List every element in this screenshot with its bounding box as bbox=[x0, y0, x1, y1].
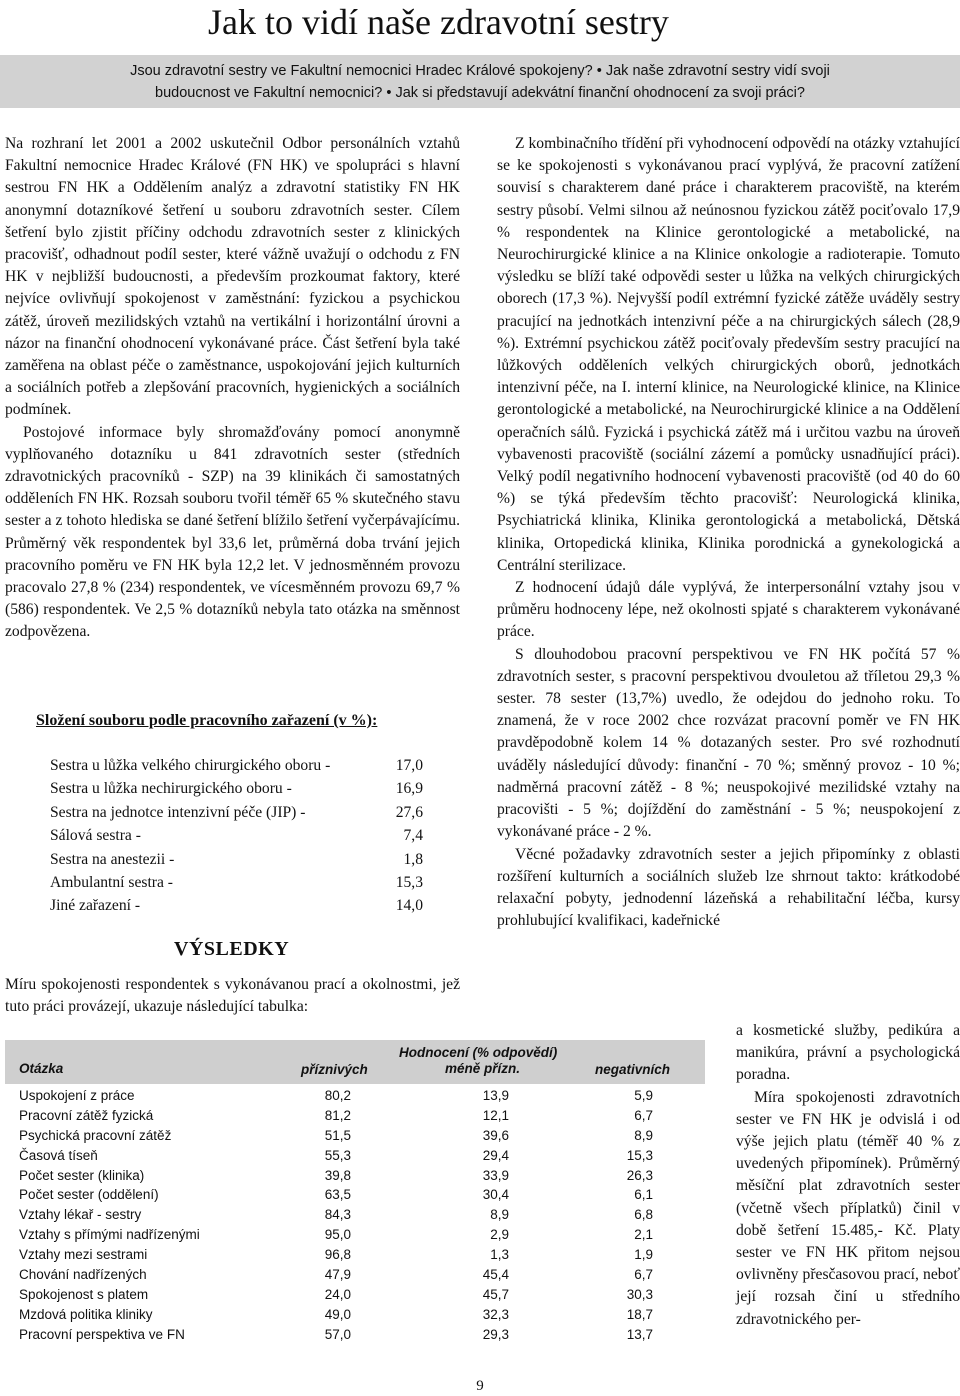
table-header bbox=[5, 1040, 705, 1084]
cell-less: 45,4 bbox=[482, 1267, 509, 1283]
salary-paragraph: Míra spokojenosti zdravotních sester ve FN HK je odvislá i od výše jejich platu (téměř 40 % z uvedených připomínek). Průměrný měsíční plat zdravotních sester (včetně všech příplatků) činil v době šetření 15.485,- Kč. Platy sester ve FN HK přitom nejsou ovlivněny přesčasovou prací, neboť její rozsah činí u středního zdravotnického per- bbox=[736, 1088, 960, 1328]
left-column bbox=[5, 133, 460, 644]
cell-less: 30,4 bbox=[482, 1187, 509, 1203]
table-row bbox=[5, 1265, 705, 1285]
table-row bbox=[5, 1245, 705, 1265]
table-body bbox=[5, 1086, 705, 1345]
requests-continued: a kosmetické služby, pedikúra a manikúra, právní a psychologická poradna. bbox=[736, 1022, 960, 1084]
cell-question: Pracovní zátěž fyzická bbox=[19, 1107, 154, 1123]
page-title bbox=[0, 0, 960, 42]
analysis-paragraph: Z kombinačního třídění při vyhodnocení odpovědí na otázky vztahující se ke spokojenosti s vykonávanou prací vyplývá, že pracovní zatížení souvisí s charakterem dané práce i charakterem pracoviště, na kterém sestry působí. Velmi silnou až neúnosnou fyzickou zátěž pociťovalo 17,9 % respondentek na Klinice gerontologické a metabolické, na Neurochirurgické klinice a na Klinice onkologie a radioterapie. Tomuto výsledku se blíží také odpovědi sester u lůžka na velkých chirurgických oborech (17,3 %). Nejvyšší podíl extrémní fyzické zátěže uváděly sestry pracující na jednotkách intenzivní péče a na chirurgických sálech (28,9 %). Extrémní psychickou zátěž pociťovaly především sestry pracující na lůžkových odděleních velkých chirurgických oborů, jednotkách intenzivní péče, na I. interní klinice, na Neurologické klinice, na Klinice gerontologické a metabolické, na Neurochirurgické klinice a na Oddělení operačních sálů. Fyzická i psychická zátěž má i určitou vazbu na úroveň vybavenosti pracoviště (sociální zázemí a pomůcky usnadňující práci). Velký podíl negativního hodnocení vybavenosti pracoviště (od 40 do 60 %) se týká především těchto pracovišť: Neurologická klinika, Psychiatrická klinika, Klinika gerontologická a metabolická, Dětská klinika, Ortopedická klinika, Klinika porodnická a gynekologická a Centrální sterilizace. bbox=[497, 135, 960, 574]
list-item bbox=[50, 801, 430, 824]
cell-positive: 47,9 bbox=[324, 1267, 351, 1283]
table-row bbox=[5, 1126, 705, 1146]
table-row bbox=[5, 1106, 705, 1126]
cell-negative: 30,3 bbox=[626, 1286, 653, 1302]
cell-less: 33,9 bbox=[482, 1167, 509, 1183]
cell-less: 1,3 bbox=[490, 1247, 509, 1263]
cell-negative: 1,9 bbox=[634, 1247, 653, 1263]
composition-value: 14,0 bbox=[395, 897, 423, 915]
cell-question: Psychická pracovní zátěž bbox=[19, 1127, 172, 1143]
composition-value: 17,0 bbox=[395, 757, 423, 774]
list-item bbox=[50, 824, 430, 847]
cell-positive: 81,2 bbox=[324, 1107, 351, 1123]
cell-less: 45,7 bbox=[482, 1286, 509, 1302]
table-row bbox=[5, 1185, 705, 1205]
cell-negative: 2,1 bbox=[634, 1227, 653, 1243]
cell-less: 13,9 bbox=[482, 1088, 509, 1103]
cell-positive: 24,0 bbox=[324, 1286, 351, 1302]
cell-positive: 51,5 bbox=[324, 1127, 351, 1143]
cell-question: Mzdová politika kliniky bbox=[19, 1306, 153, 1322]
cell-negative: 5,9 bbox=[634, 1088, 653, 1103]
cell-question: Vztahy s přímými nadřízenými bbox=[19, 1227, 200, 1243]
cell-positive: 39,8 bbox=[324, 1167, 351, 1183]
cell-positive: 57,0 bbox=[324, 1326, 351, 1342]
cell-positive: 80,2 bbox=[324, 1088, 351, 1103]
cell-positive: 55,3 bbox=[324, 1147, 351, 1163]
cell-negative: 6,8 bbox=[634, 1207, 653, 1223]
cell-less: 2,9 bbox=[490, 1227, 509, 1243]
header-less: méně přízn. bbox=[445, 1061, 521, 1076]
method-paragraph: Postojové informace byly shromažďovány pomocí anonymně vyplňovaného dotazníku u 841 zdravotních sester (středních zdravotnických pracovníků - SZP) na 39 klinikách či samostatných odděleních FN HK. Rozsah souboru tvořil téměř 65 % skutečného stavu sester a z tohoto hlediska se dané šetření blížilo šetření vyčerpávajícímu. Průměrný věk respondentek byl 33,6 let, průměrná doba trvání jejich pracovního poměru ve FN HK byla 12,2 let. V jednosměnném provozu pracovalo 27,8 % (234) respondentek, ve vícesměnném provozu 69,7 % (586) respondentek. Ve 2,5 % dotazníků nebyla tato otázka na směnnost zodpovězena. bbox=[5, 423, 460, 641]
table-row bbox=[5, 1146, 705, 1166]
header-group: Hodnocení (% odpovědí) bbox=[399, 1045, 558, 1060]
perspective-paragraph: S dlouhodobou pracovní perspektivou ve FN HK počítá 57 % zdravotních sester, s pracovní perspektivou dvouletou až tříletou 29,3 % sester. 78 sester (13,7%) uvedlo, že odejdou do jednoho roku. To znamená, že v roce 2002 chce rozvázat pracovní poměr ve FN HK pravděpodobně kolem 14 % dotazaných sester. Pro své rozhodnutí uváděly následující důvody: finanční - 70 %; směnný provoz - 10 %; nadměrná pracovní zátěž - 8 %; neuspokojivé mezilidské vztahy na pracovišti - 5 %; dojíždění do zaměstnání - 5 %; neuspokojení z vykonávané práce - 2 %. bbox=[497, 645, 960, 841]
right-narrow-column bbox=[736, 1020, 960, 1331]
cell-negative: 13,7 bbox=[626, 1326, 653, 1342]
list-item bbox=[50, 894, 430, 917]
right-column bbox=[497, 133, 960, 932]
table-row bbox=[5, 1325, 705, 1345]
list-item bbox=[50, 777, 430, 800]
cell-negative: 18,7 bbox=[626, 1306, 653, 1322]
relations-paragraph: Z hodnocení údajů dále vyplývá, že interpersonální vztahy jsou v průměru hodnoceny lépe, než okolnosti spjaté s charakterem vykonávané práce. bbox=[497, 579, 960, 641]
composition-label: Ambulantní sestra - bbox=[50, 873, 173, 891]
cell-positive: 84,3 bbox=[324, 1207, 351, 1223]
composition-label: Sestra u lůžka nechirurgického oboru - bbox=[50, 780, 292, 798]
cell-question: Spokojenost s platem bbox=[19, 1286, 149, 1302]
cell-negative: 6,7 bbox=[634, 1267, 653, 1283]
requests-paragraph: Věcné požadavky zdravotních sester a jejich připomínky z oblasti rozšíření kulturních a sociálních služeb lze shrnout takto: krátkodobé relaxační pobyty, jednodenní lázeňská a rehabilitační léčba, kursy prohlubující kvalifikaci, kadeřnické bbox=[497, 845, 960, 930]
banner-line-2: budoucnost ve Fakultní nemocnici? • Jak si představují adekvátní finanční ohodnocení za svoji práci? bbox=[155, 85, 805, 101]
cell-negative: 6,1 bbox=[634, 1187, 653, 1203]
table-row bbox=[5, 1205, 705, 1225]
banner-line-1: Jsou zdravotní sestry ve Fakultní nemocnici Hradec Králové spokojeny? • Jak naše zdravotní sestry vidí svoji bbox=[130, 63, 830, 79]
cell-negative: 6,7 bbox=[634, 1107, 653, 1123]
composition-label: Sestra na anestezii - bbox=[50, 850, 175, 868]
list-item bbox=[50, 848, 430, 871]
page-title-text: Jak to vidí naše zdravotní sestry bbox=[208, 2, 669, 42]
cell-question: Vztahy lékař - sestry bbox=[19, 1207, 142, 1223]
cell-negative: 8,9 bbox=[634, 1127, 653, 1143]
list-item bbox=[50, 871, 430, 894]
cell-question: Počet sester (klinika) bbox=[19, 1167, 145, 1183]
composition-value: 1,8 bbox=[403, 850, 423, 868]
cell-question: Počet sester (oddělení) bbox=[19, 1187, 159, 1203]
header-question: Otázka bbox=[19, 1061, 64, 1076]
composition-value: 15,3 bbox=[395, 873, 423, 891]
header-negative: negativních bbox=[595, 1062, 671, 1077]
cell-question: Pracovní perspektiva ve FN bbox=[19, 1326, 185, 1342]
composition-value: 7,4 bbox=[403, 827, 423, 845]
cell-less: 8,9 bbox=[490, 1207, 509, 1223]
cell-negative: 15,3 bbox=[626, 1147, 653, 1163]
composition-label: Sestra u lůžka velkého chirurgického oboru - bbox=[50, 757, 331, 774]
composition-label: Sálová sestra - bbox=[50, 827, 141, 845]
table-row bbox=[5, 1166, 705, 1186]
table-row bbox=[5, 1305, 705, 1325]
cell-positive: 63,5 bbox=[324, 1187, 351, 1203]
cell-negative: 26,3 bbox=[626, 1167, 653, 1183]
cell-less: 12,1 bbox=[482, 1107, 509, 1123]
results-heading: VÝSLEDKY bbox=[174, 938, 290, 960]
intro-paragraph: Na rozhraní let 2001 a 2002 uskutečnil Odbor personálních vztahů Fakultní nemocnice Hradec Králové (FN HK) ve spolupráci s hlavní sestrou FN HK a Oddělením analýz a zdravotní statistiky FN HK anonymní dotazníkové šetření u souboru zdravotních sester. Cílem šetření bylo zjistit příčiny odchodu zdravotních sester z klinických pracovišť, odhadnout podíl sester, které vážně uvažují o odchodu z FN HK v nejbližší budoucnosti, a především prozkoumat faktory, které nejvíce ovlivňují spokojenost v zaměstnání: fyzickou a psychickou zátěž, úroveň mezilidských vztahů na vertikální i horizontální úrovni a názor na finanční ohodnocení vykonávané práce. Část šetření byla také zaměřena na oblast péče o zaměstnance, uspokojování jejich kulturních a sociálních potřeb a zlepšování pracovních, hygienických a sociálních podmínek. bbox=[5, 135, 460, 419]
cell-positive: 95,0 bbox=[324, 1227, 351, 1243]
composition-label: Jiné zařazení - bbox=[50, 897, 141, 915]
cell-question: Uspokojení z práce bbox=[19, 1088, 135, 1103]
cell-less: 29,4 bbox=[482, 1147, 509, 1163]
composition-title: Složení souboru podle pracovního zařazení (v %): bbox=[36, 712, 378, 729]
cell-question: Chování nadřízených bbox=[19, 1267, 147, 1283]
composition-list bbox=[50, 754, 430, 918]
cell-less: 39,6 bbox=[482, 1127, 509, 1143]
table-row bbox=[5, 1285, 705, 1305]
composition-value: 16,9 bbox=[395, 780, 423, 798]
header-positive: příznivých bbox=[301, 1062, 368, 1077]
cell-less: 32,3 bbox=[482, 1306, 509, 1322]
table-row bbox=[5, 1086, 705, 1106]
cell-question: Vztahy mezi sestrami bbox=[19, 1247, 148, 1263]
cell-question: Časová tíseň bbox=[19, 1147, 98, 1163]
composition-value: 27,6 bbox=[395, 803, 423, 821]
list-item bbox=[50, 754, 430, 777]
cell-positive: 96,8 bbox=[324, 1247, 351, 1263]
cell-less: 29,3 bbox=[482, 1326, 509, 1342]
table-row bbox=[5, 1225, 705, 1245]
composition-label: Sestra na jednotce intenzivní péče (JIP) - bbox=[50, 803, 306, 821]
subtitle-banner bbox=[0, 55, 960, 108]
results-intro: Míru spokojenosti respondentek s vykonávanou prací a okolnostmi, jež tuto práci provázejí, ukazuje následující tabulka: bbox=[5, 976, 460, 1016]
page-number: 9 bbox=[476, 1378, 484, 1394]
cell-positive: 49,0 bbox=[324, 1306, 351, 1322]
